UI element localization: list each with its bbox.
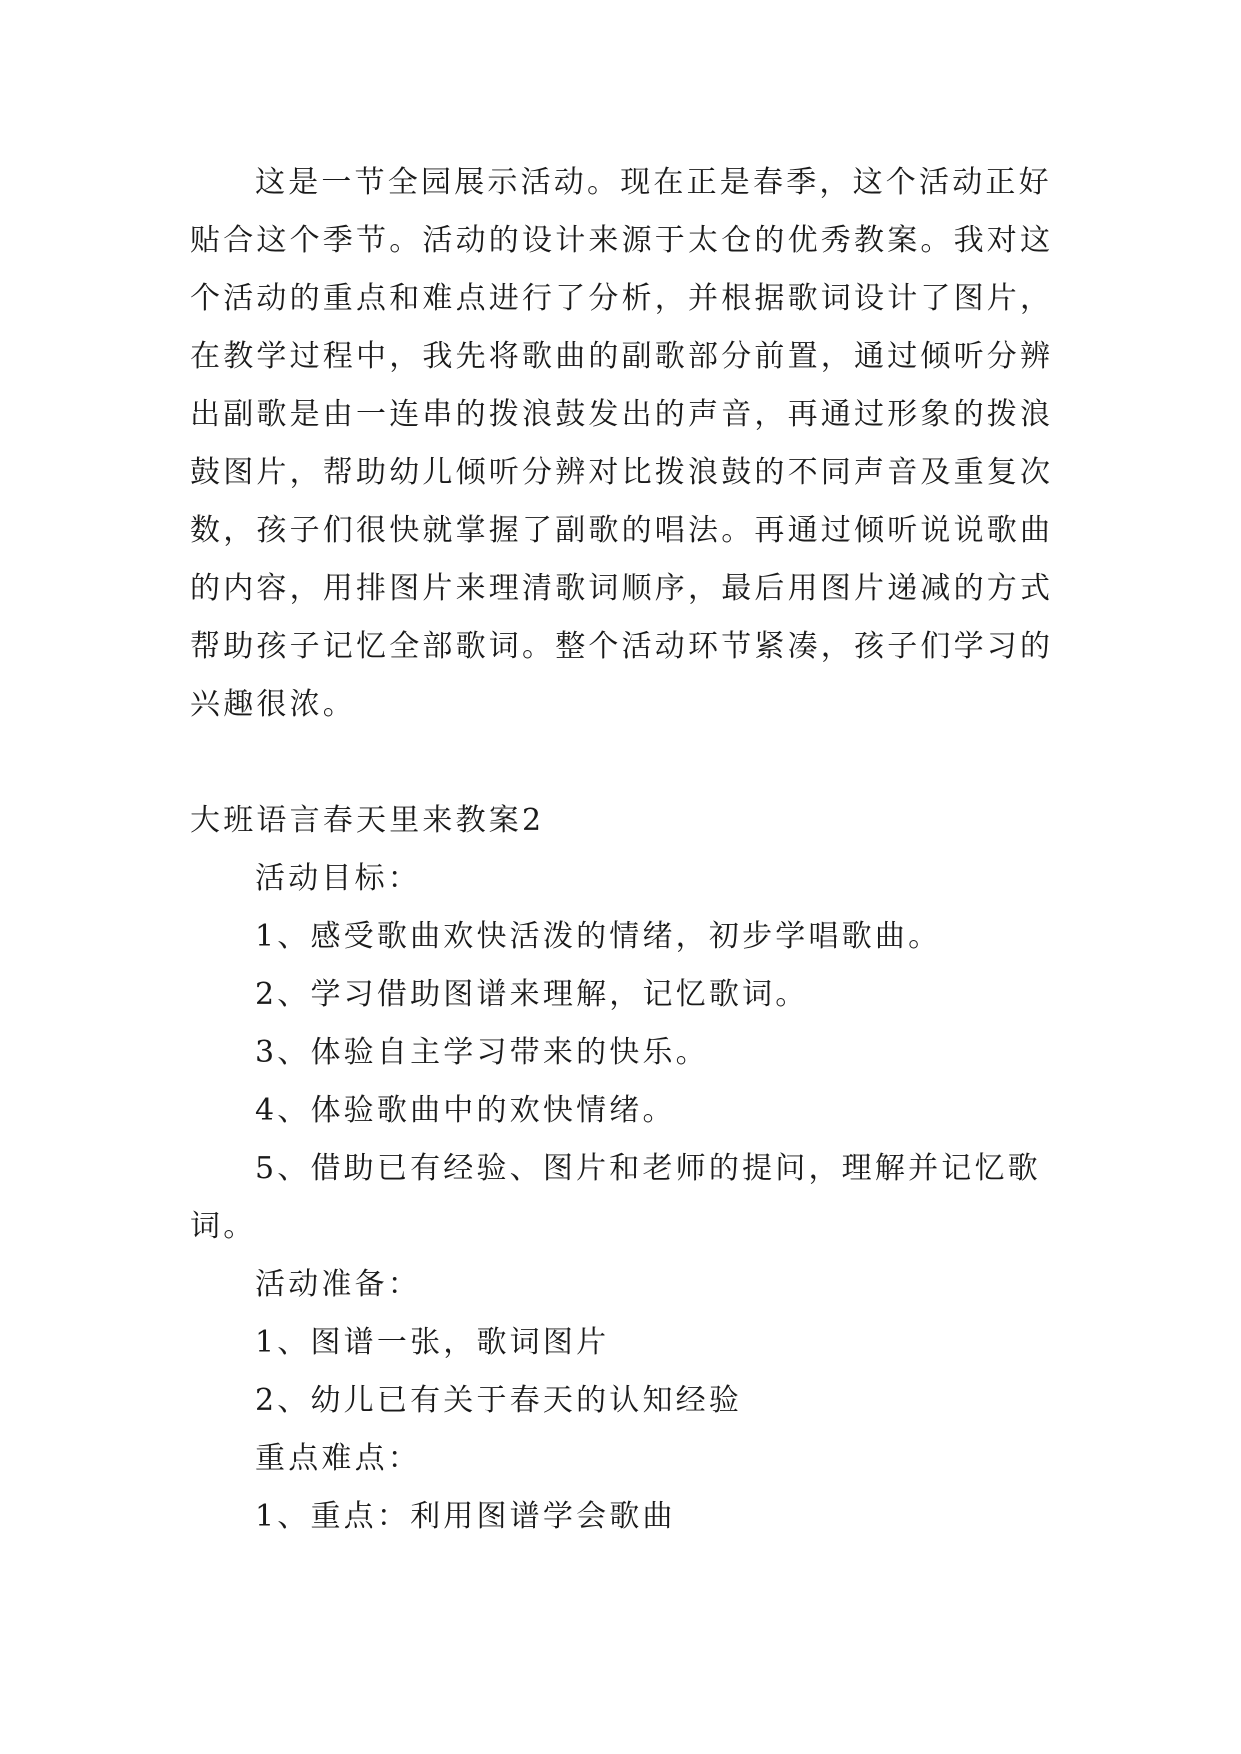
list-item: 2、幼儿已有关于春天的认知经验 [255, 1383, 743, 1418]
paragraph-line: 兴趣很浓。 [190, 687, 356, 722]
paragraph-line: 的内容，用排图片来理清歌词顺序，最后用图片递减的方式 [190, 571, 1054, 606]
section-title: 大班语言春天里来教案2 [190, 803, 545, 838]
list-item: 5、借助已有经验、图片和老师的提问，理解并记忆歌 [255, 1151, 1041, 1186]
list-item: 1、感受歌曲欢快活泼的情绪，初步学唱歌曲。 [255, 919, 942, 954]
list-item: 1、图谱一张，歌词图片 [255, 1325, 610, 1360]
list-item: 3、体验自主学习带来的快乐。 [255, 1035, 709, 1070]
paragraph-line: 在教学过程中，我先将歌曲的副歌部分前置，通过倾听分辨 [190, 339, 1054, 374]
heading-activity-prep: 活动准备： [255, 1267, 421, 1302]
list-item-continuation: 词。 [190, 1209, 257, 1244]
heading-key-points: 重点难点： [255, 1441, 421, 1476]
list-item: 1、重点：利用图谱学会歌曲 [255, 1499, 676, 1534]
paragraph-line: 贴合这个季节。活动的设计来源于太仓的优秀教案。我对这 [190, 223, 1054, 258]
paragraph-line: 鼓图片，帮助幼儿倾听分辨对比拨浪鼓的不同声音及重复次 [190, 455, 1054, 490]
paragraph-line: 这是一节全园展示活动。现在正是春季，这个活动正好 [255, 165, 1052, 200]
list-item: 4、体验歌曲中的欢快情绪。 [255, 1093, 676, 1128]
paragraph-line: 个活动的重点和难点进行了分析，并根据歌词设计了图片， [190, 281, 1054, 316]
paragraph-line: 出副歌是由一连串的拨浪鼓发出的声音，再通过形象的拨浪 [190, 397, 1054, 432]
paragraph-line: 数，孩子们很快就掌握了副歌的唱法。再通过倾听说说歌曲 [190, 513, 1054, 548]
paragraph-line: 帮助孩子记忆全部歌词。整个活动环节紧凑，孩子们学习的 [190, 629, 1054, 664]
heading-activity-goals: 活动目标： [255, 861, 421, 896]
list-item: 2、学习借助图谱来理解，记忆歌词。 [255, 977, 809, 1012]
